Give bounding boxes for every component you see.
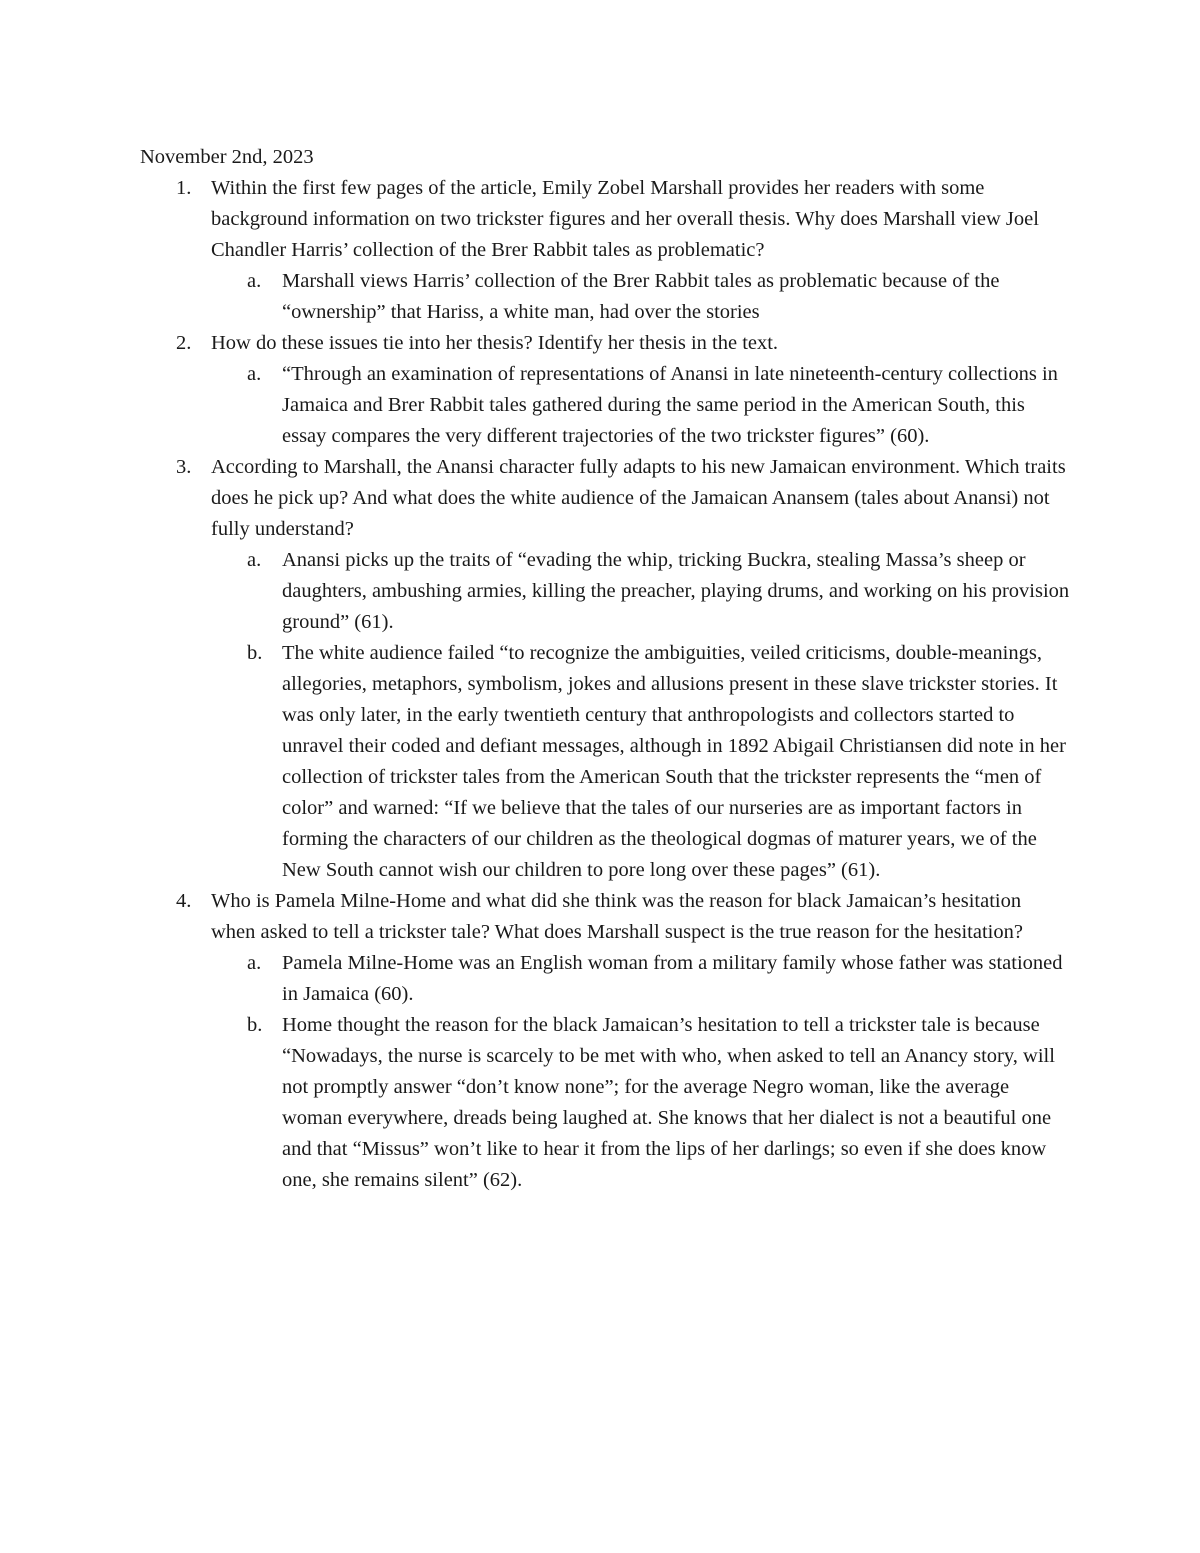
- answer-text: Pamela Milne-Home was an English woman from a military family whose father was stationed in Jamaica (60).: [282, 952, 1063, 1005]
- question-text: According to Marshall, the Anansi character fully adapts to his new Jamaican environment. Which traits does he pick up? And what does the white audience of the Jamaican Anansem (tales about Anansi) not fully understand?: [211, 456, 1066, 540]
- document-page: [140, 142, 1070, 1196]
- question-number: 2.: [176, 332, 192, 354]
- question-number: 1.: [176, 177, 192, 199]
- question-list: [140, 173, 1070, 1196]
- answer-item: [211, 545, 1070, 638]
- question-number: 4.: [176, 890, 192, 912]
- answer-list: [211, 545, 1070, 886]
- answer-text: “Through an examination of representations of Anansi in late nineteenth-century collections in Jamaica and Brer Rabbit tales gathered during the same period in the American South, this essay compares the very different trajectories of the two trickster figures” (60).: [282, 363, 1058, 447]
- answer-letter: b.: [247, 642, 263, 664]
- answer-item: [211, 1010, 1070, 1196]
- answer-text: Anansi picks up the traits of “evading the whip, tricking Buckra, stealing Massa’s sheep or daughters, ambushing armies, killing the preacher, playing drums, and working on his provision ground” (61).: [282, 549, 1070, 633]
- answer-text: Marshall views Harris’ collection of the Brer Rabbit tales as problematic because of the “ownership” that Hariss, a white man, had over the stories: [282, 270, 1000, 323]
- answer-item: [211, 638, 1070, 886]
- question-item: [140, 452, 1070, 886]
- answer-letter: b.: [247, 1014, 263, 1036]
- answer-letter: a.: [247, 270, 262, 292]
- answer-letter: a.: [247, 952, 262, 974]
- answer-item: [211, 359, 1070, 452]
- answer-text: Home thought the reason for the black Jamaican’s hesitation to tell a trickster tale is because “Nowadays, the nurse is scarcely to be met with who, when asked to tell an Anancy story, will not promptly answer “don’t know none”; for the average Negro woman, like the average woman everywhere, dreads being laughed at. She knows that her dialect is not a beautiful one and that “Missus” won’t like to hear it from the lips of her darlings; so even if she does know one, she remains silent” (62).: [282, 1014, 1055, 1191]
- answer-item: [211, 266, 1070, 328]
- answer-item: [211, 948, 1070, 1010]
- answer-text: The white audience failed “to recognize the ambiguities, veiled criticisms, double-meanings, allegories, metaphors, symbolism, jokes and allusions present in these slave trickster stories. It was only later, in the early twentieth century that anthropologists and collectors started to unravel their coded and defiant messages, although in 1892 Abigail Christiansen did note in her collection of trickster tales from the American South that the trickster represents the “men of color” and warned: “If we believe that the tales of our nurseries are as important factors in forming the characters of our children as the theological dogmas of maturer years, we of the New South cannot wish our children to pore long over these pages” (61).: [282, 642, 1066, 881]
- document-date: November 2nd, 2023: [140, 146, 314, 168]
- answer-letter: a.: [247, 549, 262, 571]
- question-item: [140, 173, 1070, 328]
- answer-list: [211, 948, 1070, 1196]
- question-item: [140, 328, 1070, 452]
- question-text: Who is Pamela Milne-Home and what did she think was the reason for black Jamaican’s hesitation when asked to tell a trickster tale? What does Marshall suspect is the true reason for the hesitation?: [211, 890, 1023, 943]
- answer-list: [211, 359, 1070, 452]
- question-item: [140, 886, 1070, 1196]
- question-text: How do these issues tie into her thesis? Identify her thesis in the text.: [211, 332, 779, 354]
- answer-letter: a.: [247, 363, 262, 385]
- question-text: Within the first few pages of the article, Emily Zobel Marshall provides her readers with some background information on two trickster figures and her overall thesis. Why does Marshall view Joel Chandler Harris’ collection of the Brer Rabbit tales as problematic?: [211, 177, 1039, 261]
- question-number: 3.: [176, 456, 192, 478]
- answer-list: [211, 266, 1070, 328]
